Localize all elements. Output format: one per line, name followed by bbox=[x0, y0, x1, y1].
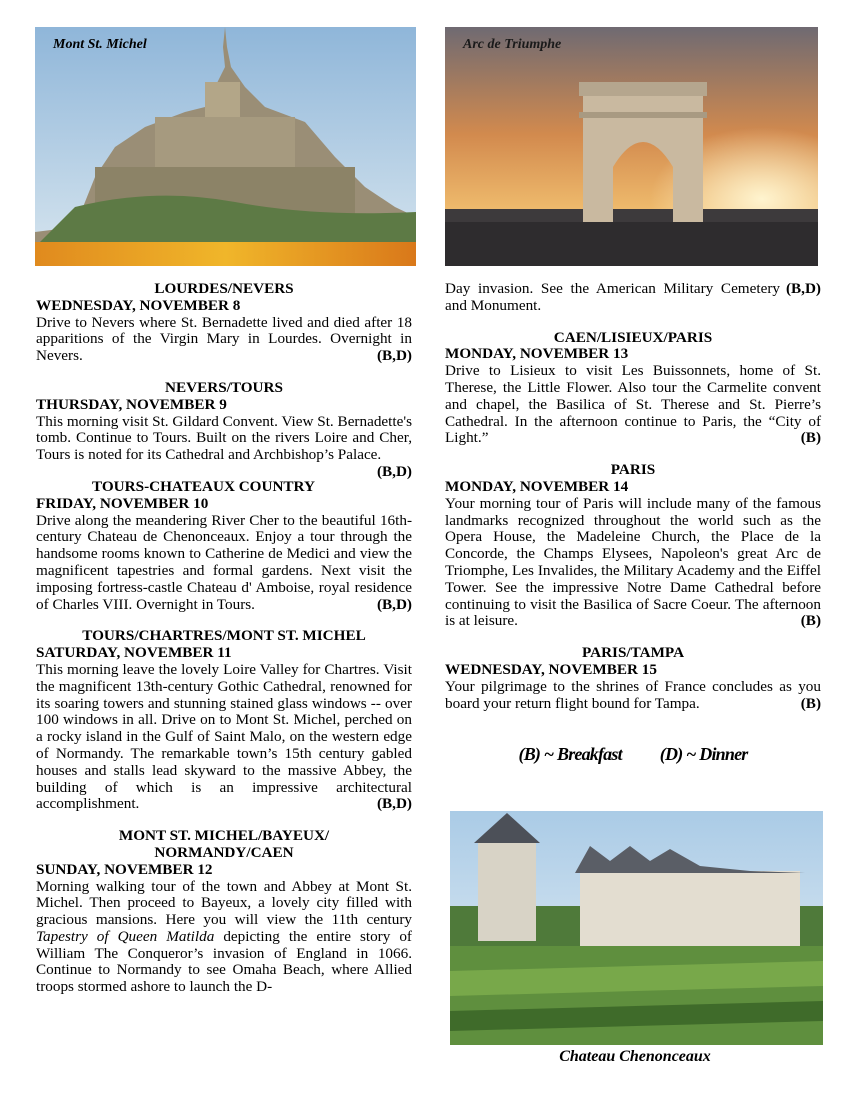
day-location: NEVERS/TOURS bbox=[165, 378, 283, 396]
meal-code: (B,D) bbox=[376, 595, 412, 613]
day-date: MONDAY, NOVEMBER 14 bbox=[445, 477, 629, 495]
day-date: MONDAY, NOVEMBER 13 bbox=[445, 345, 629, 363]
day-location: LOURDES/NEVERS bbox=[154, 280, 294, 297]
itinerary-day-continued bbox=[445, 281, 821, 315]
chateau-chenonceaux-photo bbox=[450, 811, 823, 1045]
itinerary-day bbox=[36, 828, 412, 996]
itinerary-day bbox=[36, 281, 412, 365]
day-date: THURSDAY, NOVEMBER 9 bbox=[36, 395, 227, 413]
day-location: TOURS-CHATEAUX COUNTRY bbox=[92, 477, 315, 495]
day-text: Your morning tour of Paris will include many of the famous landmarks recognized throughout the world such as the Opera House, the Madeleine Church, the Place de la Concorde, the Champs Elysees, Napoleon's great Arc de Triomphe, Les Invalides, the Military Academy and the Eiffel Tower. See the impressive Notre Dame Cathedral before continuing to visit the Basilica of Sacre Coeur. The afternoon is at leisure. bbox=[445, 494, 821, 630]
day-location: TOURS/CHARTRES/MONT ST. MICHEL bbox=[82, 627, 366, 645]
itinerary-day bbox=[36, 628, 412, 813]
day-description: (B,D) Day invasion. See the American Military Cemetery and Monument. bbox=[445, 280, 821, 314]
day-date: SUNDAY, NOVEMBER 12 bbox=[36, 860, 213, 878]
day-location: PARIS bbox=[610, 461, 656, 479]
day-date: WEDNESDAY, NOVEMBER 8 bbox=[36, 296, 241, 314]
day-text: Drive to Lisieux to visit Les Buissonnets, home of St. Therese, the Little Flower. Also tour the Carmelite convent and chapel, the Basilica of St. Therese and St. Pierre’s Cathedral. In the afternoon continue to Paris, the “City of Light.” bbox=[445, 362, 821, 447]
day-description bbox=[36, 315, 412, 365]
day-description bbox=[36, 412, 412, 480]
photo-caption: Chateau Chenonceaux bbox=[559, 1048, 711, 1065]
day-date: SATURDAY, NOVEMBER 11 bbox=[36, 644, 232, 662]
day-location: NORMANDY/CAEN bbox=[154, 843, 294, 861]
day-text: This morning visit St. Gildard Convent. View St. Bernadette's tomb. Continue to Tours. Built on the rivers Loire and Cher, Tours is noted for its Cathedral and Archbishop’s Palace. bbox=[36, 412, 412, 464]
meal-code: (B,D) bbox=[376, 462, 412, 480]
day-description bbox=[36, 513, 412, 614]
day-text: Your pilgrimage to the shrines of France concludes as you board your return flight bound for Tampa. bbox=[445, 677, 821, 712]
arc-de-triomphe-photo bbox=[445, 27, 818, 266]
day-text: Drive along the meandering River Cher to the beautiful 16th-century Chateau de Chenonceaux. Enjoy a tour through the handsome rooms known to Catherine de Medici and view the magnificent tapestries and formal gardens. Next visit the imposing fortress-castle Chateau d' Amboise, royal residence of Charles VIII. Overnight in Tours. bbox=[36, 511, 412, 613]
itinerary-day bbox=[36, 378, 412, 480]
itinerary-day bbox=[445, 462, 821, 630]
meal-code: (B) bbox=[800, 429, 821, 447]
day-location: MONT ST. MICHEL/BAYEUX/ bbox=[118, 827, 330, 845]
itinerary-day bbox=[36, 479, 412, 613]
day-description bbox=[445, 679, 821, 713]
day-date: FRIDAY, NOVEMBER 10 bbox=[36, 494, 209, 512]
meal-code: (B) bbox=[800, 694, 821, 712]
meal-code: (B) bbox=[800, 612, 821, 630]
mont-st-michel-photo bbox=[35, 27, 416, 266]
meal-code: (B,D) bbox=[376, 795, 412, 813]
dinner-legend: (D) ~ Dinner bbox=[659, 744, 748, 764]
right-column bbox=[445, 281, 821, 727]
day-description bbox=[445, 363, 821, 447]
day-text: This morning leave the lovely Loire Valley for Chartres. Visit the magnificent 13th-century Gothic Cathedral, renowned for its soaring towers and stunning stained glass windows -- over 100 windows in all. Drive on to Mont St. Michel, perched on a rocky island in the Gulf of Saint Malo, on the western edge of Normandy. The remarkable town’s 15th century gabled houses and stalls lead skyward to the massive Abbey, the building of which is an impressive architectural accomplishment. bbox=[36, 660, 412, 813]
day-location: CAEN/LISIEUX/PARIS bbox=[553, 328, 713, 346]
itinerary-day bbox=[445, 645, 821, 712]
day-description bbox=[36, 662, 412, 813]
meal-code: (B,D) bbox=[376, 347, 412, 365]
meal-code: (B,D) bbox=[785, 280, 821, 297]
breakfast-legend: (B) ~ Breakfast bbox=[518, 744, 622, 764]
photo-caption: Arc de Triumphe bbox=[463, 37, 562, 52]
day-location: PARIS/TAMPA bbox=[581, 644, 685, 662]
photo-caption: Mont St. Michel bbox=[53, 37, 147, 52]
day-description: Morning walking tour of the town and Abbey at Mont St. Michel. Then proceed to Bayeux, a lovely city filled with gracious mansions. Here you will view the 11th century Tapestry of Queen Matilda depicting the entire story of William The Conqueror’s invasion of England in 1066. Continue to Normandy to see Omaha Beach, where Allied troops stormed ashore to launch the D- bbox=[36, 877, 412, 996]
day-description bbox=[445, 496, 821, 630]
meal-legend bbox=[445, 744, 821, 765]
day-text: Drive to Nevers where St. Bernadette lived and died after 18 apparitions of the Virgin Mary in Lourdes. Overnight in Nevers. bbox=[36, 313, 412, 365]
itinerary-day bbox=[445, 330, 821, 448]
day-date: WEDNESDAY, NOVEMBER 15 bbox=[445, 660, 657, 678]
left-column bbox=[36, 281, 412, 1011]
